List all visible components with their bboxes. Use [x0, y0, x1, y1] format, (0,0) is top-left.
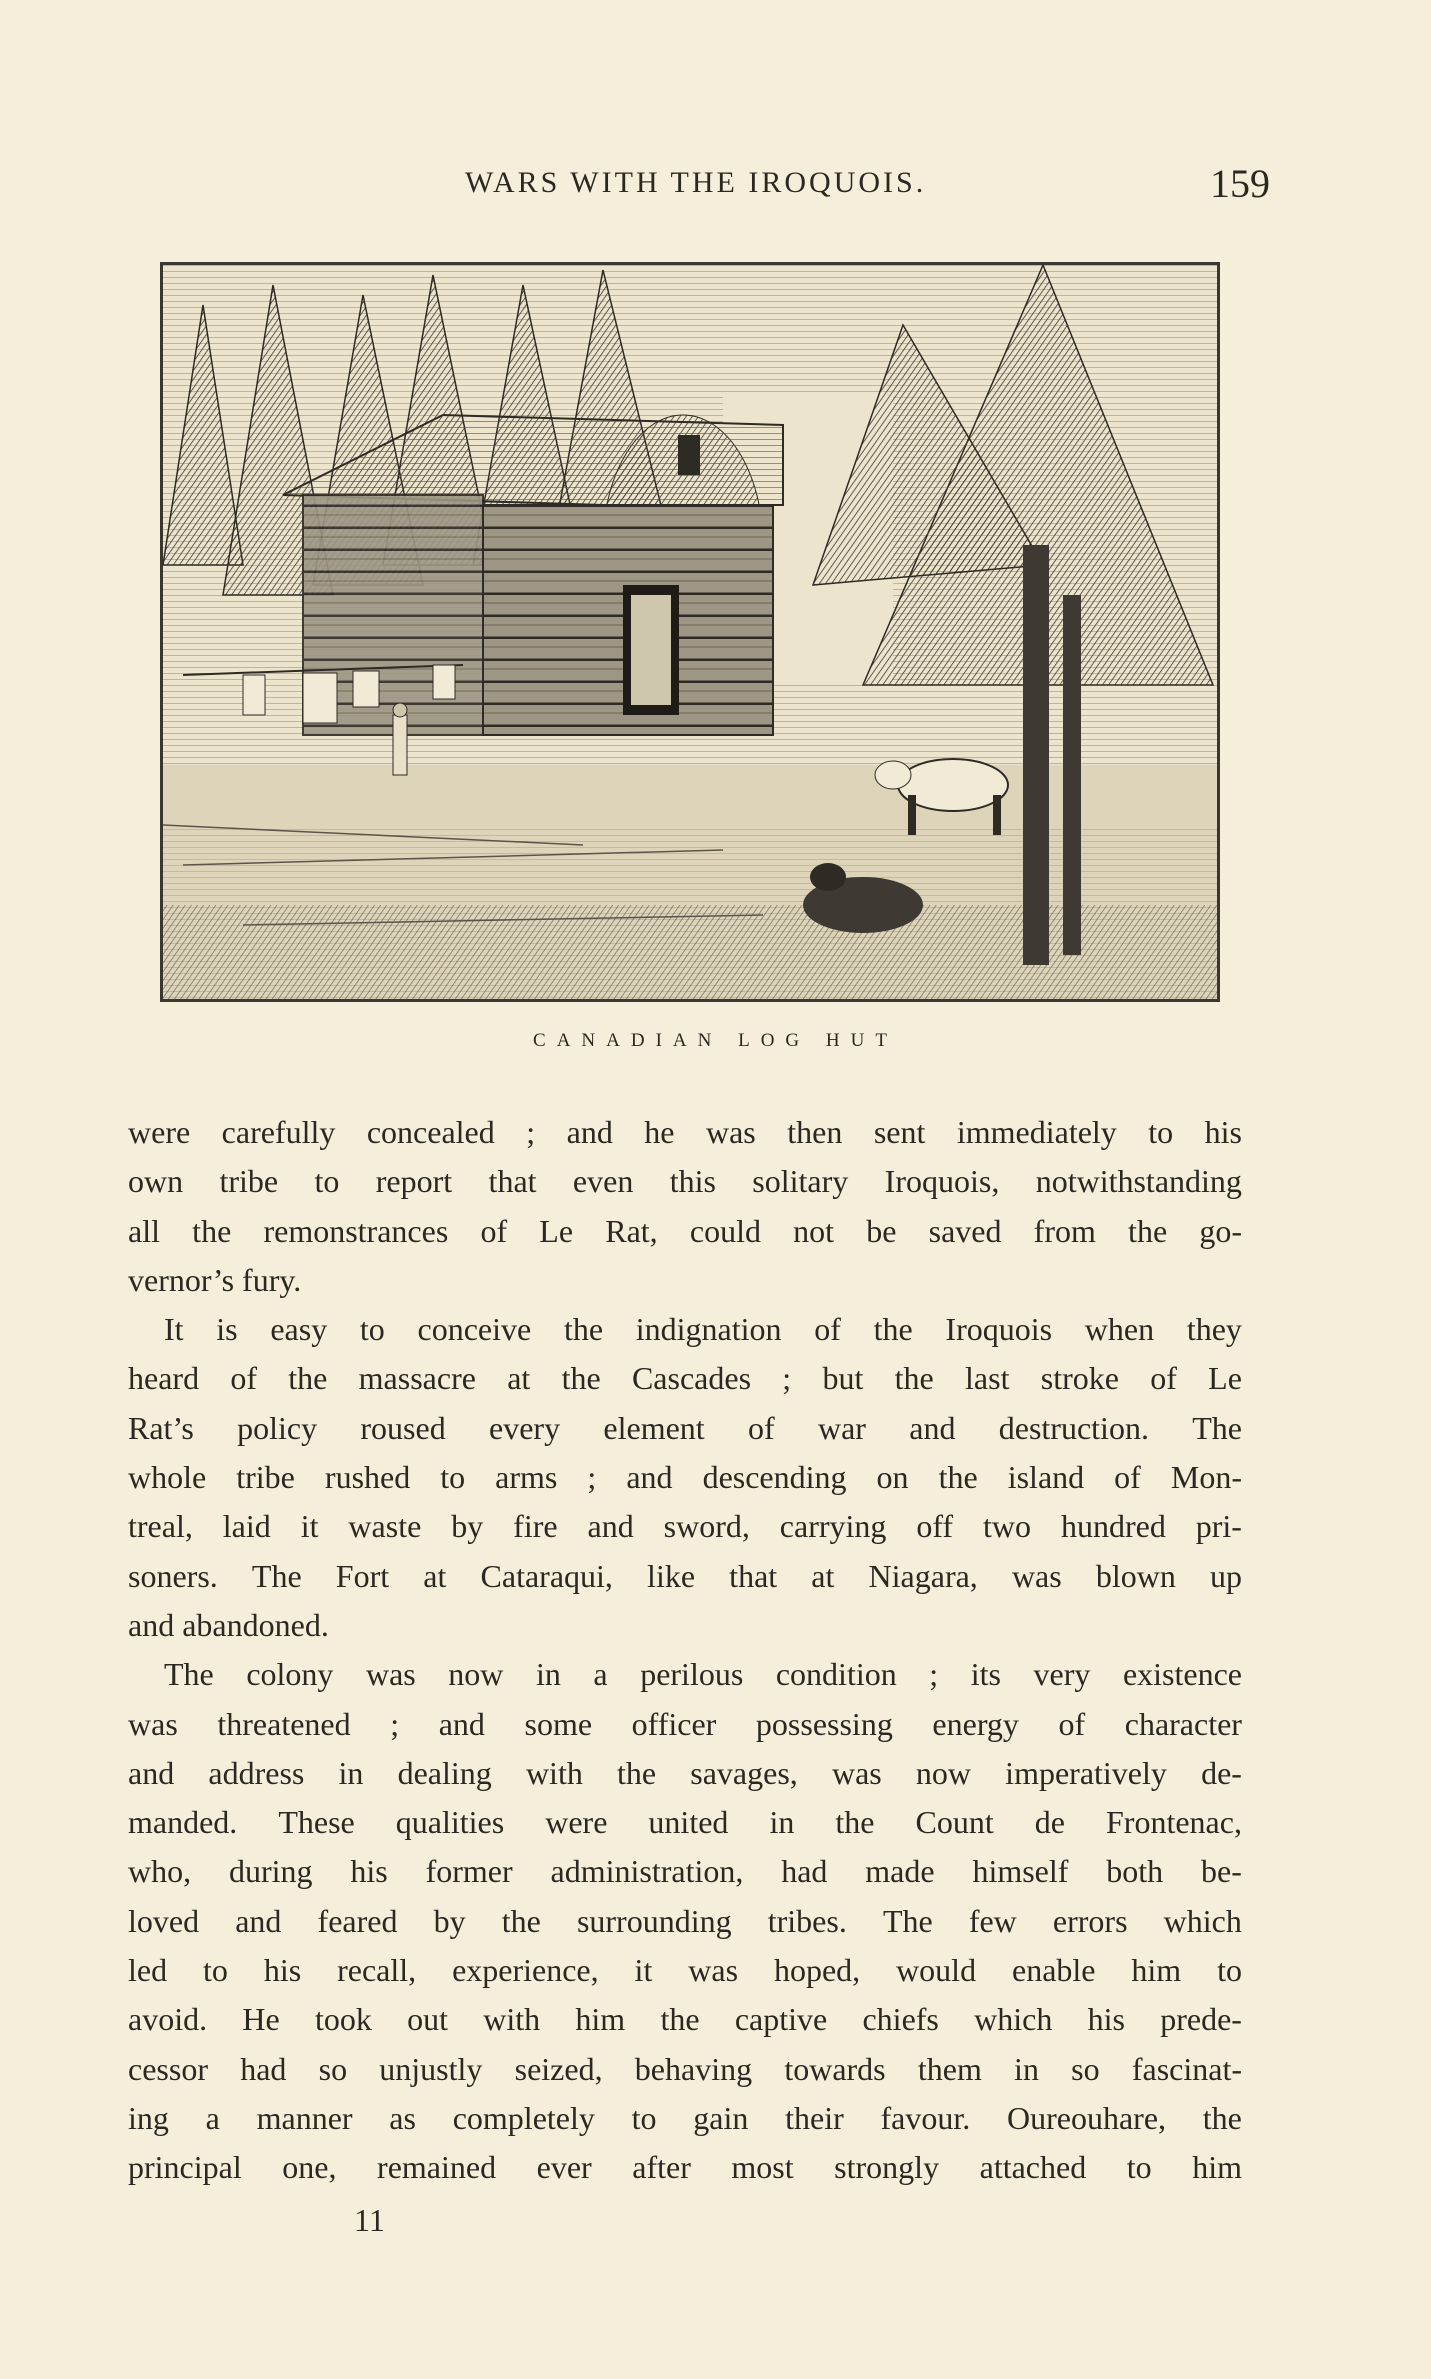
text-line: were carefully concealed ; and he was then sent immediately to his — [128, 1114, 1242, 1150]
text-line: cessor had so unjustly seized, behaving towards them in so fascinat- — [128, 2050, 1242, 2087]
text-line: vernor’s fury. — [128, 1261, 302, 1298]
text-line: treal, laid it waste by fire and sword, carrying off two hundred pri- — [128, 1508, 1242, 1545]
log-hut-engraving — [163, 265, 1217, 999]
text-line: was threatened ; and some officer possessing energy of character — [128, 1705, 1242, 1742]
body-text — [128, 1108, 1242, 2193]
text-line: Rat’s policy roused every element of war and destruction. The — [128, 1409, 1242, 1446]
text-line: principal one, remained ever after most strongly attached to him — [128, 2149, 1242, 2186]
text-line: and address in dealing with the savages, was now imperatively de- — [128, 1754, 1242, 1791]
text-line: It is easy to conceive the indignation of the Iroquois when they — [164, 1311, 1242, 1348]
text-line: and abandoned. — [128, 1606, 329, 1643]
text-line: led to his recall, experience, it was hoped, would enable him to — [128, 1952, 1242, 1989]
text-line: own tribe to report that even this solitary Iroquois, notwithstanding — [128, 1163, 1242, 1200]
text-line: heard of the massacre at the Cascades ; but the last stroke of Le — [128, 1360, 1242, 1397]
text-line: avoid. He took out with him the captive chiefs which his prede- — [128, 2001, 1242, 2038]
text-line: whole tribe rushed to arms ; and descending on the island of Mon- — [128, 1459, 1242, 1496]
text-line: ing a manner as completely to gain their favour. Oureouhare, the — [128, 2099, 1242, 2136]
page-number: 159 — [1210, 161, 1270, 206]
signature-mark: 11 — [354, 2202, 385, 2238]
text-line: soners. The Fort at Cataraqui, like that at Niagara, was blown up — [128, 1557, 1242, 1594]
running-head — [120, 160, 1270, 210]
text-line: who, during his former administration, had made himself both be- — [128, 1853, 1242, 1890]
figure-caption: CANADIAN LOG HUT — [533, 1030, 898, 1051]
text-line: loved and feared by the surrounding tribes. The few errors which — [128, 1902, 1242, 1939]
engraving-illustration — [160, 262, 1220, 1002]
text-line: The colony was now in a perilous condition ; its very existence — [164, 1656, 1242, 1693]
text-line: manded. These qualities were united in the Count de Frontenac, — [128, 1804, 1242, 1841]
text-line: all the remonstrances of Le Rat, could not be saved from the go- — [128, 1212, 1242, 1249]
running-title: WARS WITH THE IROQUOIS. — [465, 166, 927, 199]
